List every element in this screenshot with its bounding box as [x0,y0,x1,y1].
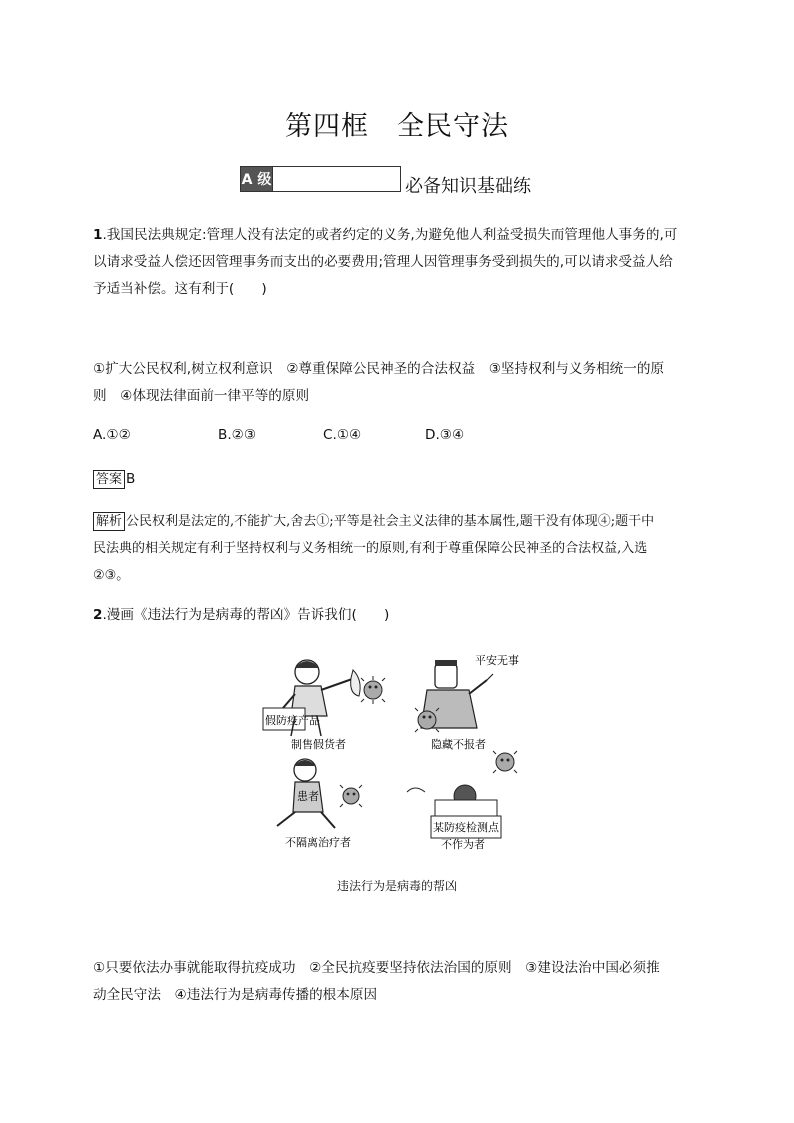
explain-line3: ②③。 [93,568,130,583]
cartoon-caption: 违法行为是病毒的帮凶 [336,879,457,893]
answer-value: B [126,471,136,487]
label-patient: 患者 [297,790,319,803]
q2-items-line2: 动全民守法 ④违法行为是病毒传播的根本原因 [93,987,378,1003]
virus-icon [493,751,517,773]
q1-number: 1 [93,227,103,243]
cartoon-illustration [255,650,535,860]
q1-option-b: B.②③ [218,427,257,443]
q1-answer [93,470,135,489]
explain-line2: 民法典的相关规定有利于坚持权利与义务相统一的原则,有利于尊重保障公民神圣的合法权益,入选 [93,541,648,556]
level-badge: A 级 [240,166,273,192]
explain-tag: 解析 [93,512,125,531]
virus-icon [340,785,362,807]
q1-stem-line1: .我国民法典规定:管理人没有法定的或者约定的义务,为避免他人利益受损失而管理他人事务的,可 [102,227,678,243]
level-text: 必备知识基础练 [405,176,531,197]
label-concealer: 隐藏不报者 [431,738,486,751]
q1-items [93,356,705,410]
q1-option-d: D.③④ [425,427,465,443]
explain-line1: 公民权利是法定的,不能扩大,舍去①;平等是社会主义法律的基本属性,题干没有体现④;题干中 [126,514,655,529]
label-seller: 制售假货者 [291,738,346,751]
q1-items-line2: 则 ④体现法律面前一律平等的原则 [93,388,310,404]
virus-icon [361,676,385,704]
q2-items [93,955,705,1009]
q2-stem-text: .漫画《违法行为是病毒的帮凶》告诉我们( ) [102,607,390,623]
q1-stem [93,222,705,303]
q1-option-c: C.①④ [323,427,362,443]
q1-option-a: A.①② [93,427,131,443]
level-header [240,164,531,197]
speech-safe: 平安无事 [475,654,519,667]
sign-fake-products: 假防疫产品 [265,714,320,727]
cartoon-panel-patient [277,759,362,849]
q1-explanation [93,508,705,589]
cartoon-panel-concealer [415,653,519,751]
cartoon-panel-inaction [407,751,517,851]
q1-stem-line3: 予适当补偿。这有利于( ) [93,281,267,297]
q1-stem-line2: 以请求受益人偿还因管理事务而支出的必要费用;管理人因管理事务受到损失的,可以请求受益人给 [93,254,673,270]
level-box [273,166,401,192]
cartoon-panel-seller [263,660,385,751]
q2-items-line1: ①只要依法办事就能取得抗疫成功 ②全民抗疫要坚持依法治国的原则 ③建设法治中国必须推 [93,960,660,976]
sign-station: 某防疫检测点 [433,821,499,834]
label-inaction: 不作为者 [441,838,485,851]
answer-tag: 答案 [93,470,125,489]
page-title: 第四框 全民守法 [285,111,509,142]
q2-stem [93,602,705,629]
q2-number: 2 [93,607,103,623]
q1-items-line1: ①扩大公民权利,树立权利意识 ②尊重保障公民神圣的合法权益 ③坚持权利与义务相统一的原 [93,361,665,377]
label-non-isolating: 不隔离治疗者 [285,836,351,849]
q1-options [93,427,705,443]
